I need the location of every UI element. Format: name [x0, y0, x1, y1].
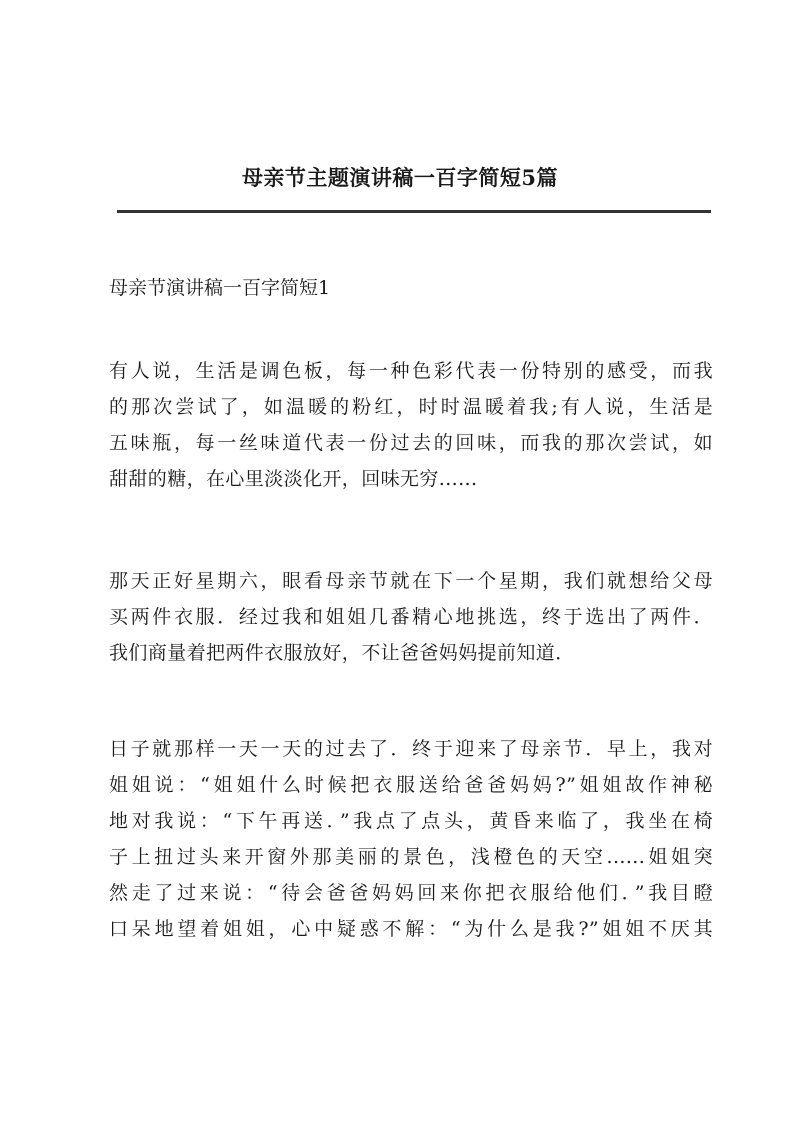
paragraph-line: 五味瓶，每一丝味道代表一份过去的回味，而我的那次尝试，如 [109, 432, 713, 454]
paragraph-line: 有人说，生活是调色板，每一种色彩代表一份特别的感受，而我 [109, 360, 713, 382]
paragraph-line: 甜甜的糖，在心里淡淡化开，回味无穷...... [109, 468, 478, 490]
paragraph-line: 然走了过来说：“待会爸爸妈妈回来你把衣服给他们．”我目瞪 [109, 882, 713, 904]
document-title: 母亲节主题演讲稿一百字简短5篇 [241, 165, 559, 190]
paragraph-line: 口呆地望着姐姐，心中疑惑不解：“为什么是我?”姐姐不厌其 [109, 918, 713, 940]
paragraph-line: 姐姐说：“姐姐什么时候把衣服送给爸爸妈妈?”姐姐故作神秘 [109, 774, 713, 796]
paragraph-line: 买两件衣服．经过我和姐姐几番精心地挑选，终于选出了两件． [109, 606, 713, 628]
paragraph-1 [109, 353, 713, 497]
paragraph-line: 地对我说：“下午再送．”我点了点头，黄昏来临了，我坐在椅 [109, 810, 713, 832]
paragraph-line: 子上扭过头来开窗外那美丽的景色，浅橙色的天空......姐姐突 [109, 846, 713, 868]
paragraph-line: 日子就那样一天一天的过去了．终于迎来了母亲节．早上，我对 [109, 738, 713, 760]
paragraph-line: 的那次尝试了，如温暖的粉红，时时温暖着我;有人说，生活是 [109, 396, 713, 418]
paragraph-2 [109, 563, 713, 671]
paragraph-line: 那天正好星期六，眼看母亲节就在下一个星期，我们就想给父母 [109, 570, 713, 592]
section-heading: 母亲节演讲稿一百字简短1 [109, 277, 331, 299]
paragraph-line: 我们商量着把两件衣服放好，不让爸爸妈妈提前知道． [109, 642, 575, 664]
title-divider [117, 210, 711, 213]
paragraph-3 [109, 731, 713, 947]
